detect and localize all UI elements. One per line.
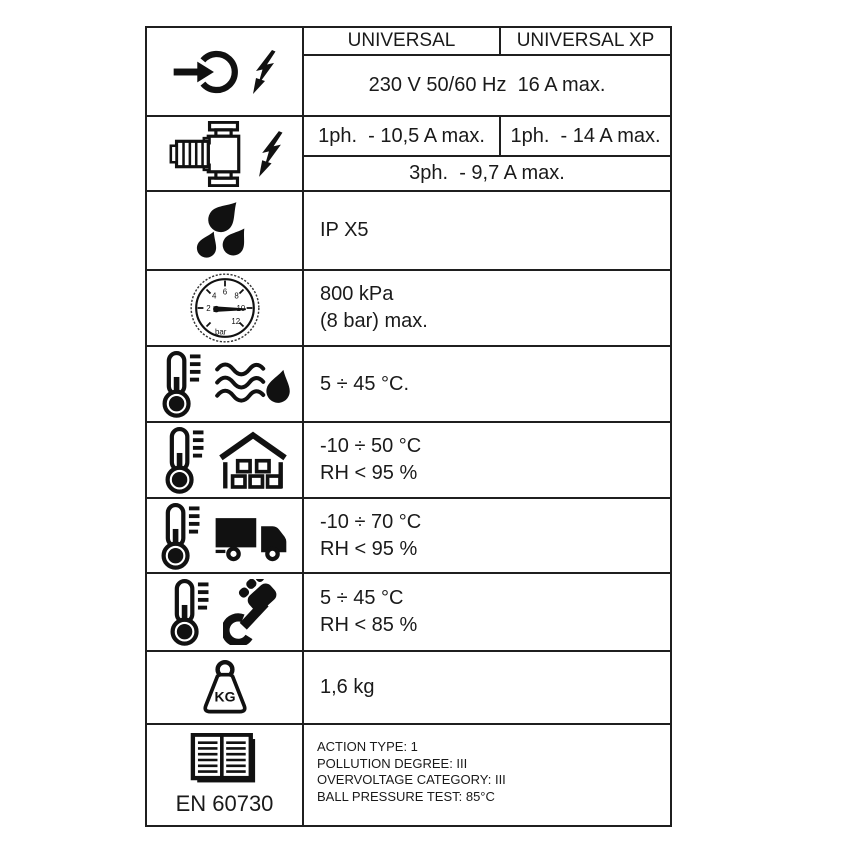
single-phase-row [304,117,670,155]
manual-book-icon [190,733,258,787]
thermometer-icon [158,501,203,571]
gauge-tick-6: 6 [222,287,227,297]
pump-icon-cell [147,117,304,190]
standard-line-4: BALL PRESSURE TEST: 85°C [317,788,495,804]
hand-wrench-icon [223,579,283,645]
row-max-pressure [147,269,670,345]
pump-three-phase-value: 3ph. - 9,7 A max. [409,162,565,184]
transport-value [304,499,670,572]
waves-and-drop-icon [215,359,291,409]
warehouse-icon [218,430,288,490]
row-standard [147,723,670,825]
standard-icon-stack [176,733,274,817]
power-input-icon [173,47,241,97]
service-value [304,574,670,650]
gauge-tick-2: 2 [205,303,211,313]
service-line-2: RH < 85 % [320,614,418,636]
kg-weight-icon [194,657,256,719]
three-phase-row [304,155,670,190]
protection-value: IP X5 [320,219,369,241]
standard-line-2: POLLUTION DEGREE: III [317,755,468,771]
pressure-line-2: (8 bar) max. [320,310,428,332]
water-drops-icon [195,198,255,264]
standard-line-3: OVERVOLTAGE CATEGORY: III [317,772,506,787]
thermometer-icon [167,577,212,647]
gauge-unit-label: bar [214,327,226,337]
row-pump-output [147,115,670,190]
pump-universal-xp-value: 1ph. - 14 A max. [510,124,661,147]
weight-value: 1,6 kg [320,676,375,698]
row-service [147,572,670,650]
gauge-tick-8: 8 [233,291,239,301]
storage-line-1: -10 ÷ 50 °C [320,435,422,457]
truck-icon [214,510,292,562]
water-temp-value: 5 ÷ 45 °C. [320,372,410,395]
standard-icon-cell [147,725,304,825]
row-water-temperature [147,345,670,421]
lightning-icon [258,129,283,179]
gauge-tick-4: 4 [211,291,216,301]
weight-content [304,652,670,723]
weight-icon-cell [147,652,304,723]
row-power-supply [147,28,670,115]
service-icon-cell [147,574,304,650]
gauge-icon-cell [147,271,304,345]
transport-line-1: -10 ÷ 70 °C [320,510,422,533]
pump-universal-value: 1ph. - 10,5 A max. [304,117,501,155]
spec-table [145,26,672,827]
transport-content [304,499,670,572]
storage-value [304,423,670,497]
pressure-value [304,271,670,345]
header-universal-xp: UNIVERSAL XP [516,30,655,51]
lightning-icon [252,49,276,95]
pressure-gauge-icon [189,272,261,344]
pressure-line-1: 800 kPa [320,283,394,305]
row-storage [147,421,670,497]
water-temp-icon-cell [147,347,304,421]
storage-content [304,423,670,497]
power-supply-content [304,28,670,115]
header-universal: UNIVERSAL [304,28,501,54]
pressure-content [304,271,670,345]
transport-icon-cell [147,499,304,572]
protection-content [304,192,670,269]
transport-line-2: RH < 95 % [320,537,418,560]
standard-content [304,725,670,825]
service-line-1: 5 ÷ 45 °C [320,587,404,609]
drops-icon-cell [147,192,304,269]
thermometer-icon [162,425,207,495]
kg-label: KG [213,687,236,704]
thermometer-icon [159,349,204,419]
gauge-tick-12: 12 [230,316,240,326]
row-protection-rating [147,190,670,269]
storage-icon-cell [147,423,304,497]
storage-line-2: RH < 95 % [320,462,418,484]
pump-icon [167,121,247,187]
power-value-row [304,54,670,115]
model-header-row [304,28,670,54]
standard-line-1: ACTION TYPE: 1 [317,739,418,754]
row-transport [147,497,670,572]
standard-name: EN 60730 [175,791,274,816]
standard-details [304,725,670,825]
pump-output-content [304,117,670,190]
power-supply-icon-cell [147,28,304,115]
row-weight [147,650,670,723]
water-temp-content [304,347,670,421]
power-supply-value: 230 V 50/60 Hz 16 A max. [368,74,606,96]
service-content [304,574,670,650]
